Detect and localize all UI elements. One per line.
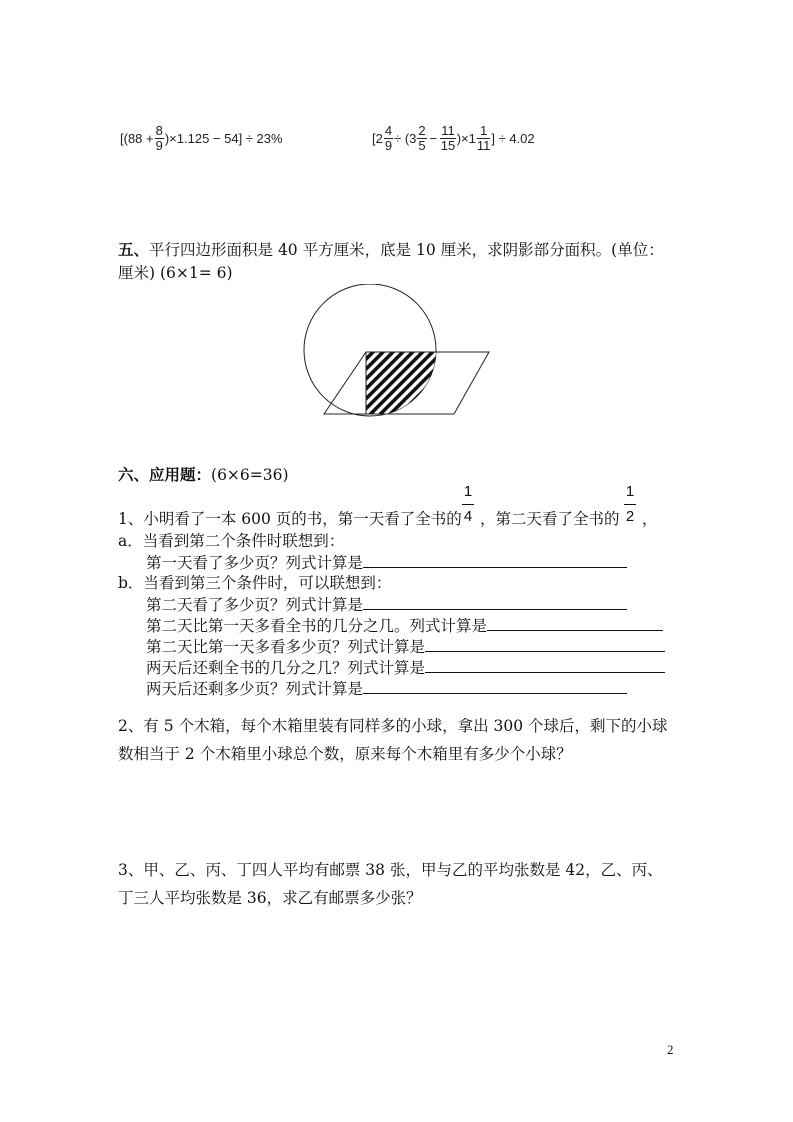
section5-line2: 厘米) (6×1= 6) xyxy=(118,264,233,282)
expr1-fraction: $\frac{8}{9}$ xyxy=(155,122,163,153)
q1-a1-prompt: 第一天看了多少页？列式计算是 xyxy=(146,554,364,572)
q1-b5-line xyxy=(146,677,627,700)
answer-blank-b2[interactable] xyxy=(487,614,663,631)
section6-title xyxy=(118,464,289,486)
q1-b4-prompt: 两天后还剩全书的几分之几？列式计算是 xyxy=(146,659,426,677)
answer-blank-b1[interactable] xyxy=(363,593,627,610)
q1-a-label: a．当看到第二个条件时联想到： xyxy=(118,532,345,550)
expr2-fraction-4: $\frac{1}{11}$ xyxy=(476,122,491,153)
q1-b3-prompt: 第二天比第一天多看多少页？列式计算是 xyxy=(146,638,426,656)
q1-b1-prompt: 第二天看了多少页？列式计算是 xyxy=(146,596,364,614)
section5-line1 xyxy=(118,239,664,261)
q1-fraction-half: 1 2 xyxy=(625,483,635,525)
expr2-fraction-2: $\frac{2}{5}$ xyxy=(418,122,426,153)
section5-text-1: 平行四边形面积是 40 平方厘米，底是 10 厘米，求阴影部分面积。(单位： xyxy=(149,241,664,259)
q3-line2: 丁三人平均张数是 36，求乙有邮票多少张？ xyxy=(118,889,422,907)
answer-blank-b4[interactable] xyxy=(425,656,665,673)
section6-score: (6×6=36) xyxy=(211,466,289,484)
expression-1 xyxy=(120,120,283,156)
q1-b4-line xyxy=(146,656,665,679)
expr2-mid-3: )×1 xyxy=(456,130,476,146)
q1-part3: ， xyxy=(642,510,658,528)
q1-part1: 1、小明看了一本 600 页的书，第一天看了全书的 xyxy=(118,510,462,528)
expr2-mid-2: − xyxy=(429,130,438,146)
expr2-fraction-1: $\frac{4}{9}$ xyxy=(384,122,393,153)
q1-b5-prompt: 两天后还剩多少页？列式计算是 xyxy=(146,680,364,698)
q1-b3-line xyxy=(146,635,665,658)
expr1-open: [(88 + xyxy=(120,130,154,146)
expr1-rest: )×1.125 − 54] ÷ 23% xyxy=(164,130,283,146)
q1-b2-prompt: 第二天比第一天多看全书的几分之几。列式计算是 xyxy=(146,617,488,635)
q1-b-label: b．当看到第三个条件时，可以联想到： xyxy=(118,574,392,592)
shaded-region xyxy=(366,352,436,414)
parallelogram-circle-figure xyxy=(300,284,500,424)
section5-heading: 五、 xyxy=(118,240,150,259)
expr2-rest: ] ÷ 4.02 xyxy=(491,130,535,146)
page-number: 2 xyxy=(667,1042,674,1057)
answer-blank-b5[interactable] xyxy=(363,677,627,694)
q2-line1: 2、有 5 个木箱，每个木箱里装有同样多的小球，拿出 300 个球后，剩下的小球 xyxy=(118,717,668,735)
expression-2 xyxy=(372,120,535,156)
q1-fraction-quarter: 1 4 xyxy=(463,483,473,525)
answer-blank-a1[interactable] xyxy=(363,551,627,568)
q2-line2: 数相当于 2 个木箱里小球总个数，原来每个木箱里有多少个小球？ xyxy=(118,745,572,763)
q1-a1-line xyxy=(146,551,627,574)
answer-blank-b3[interactable] xyxy=(425,635,665,652)
expr2-mid-1: ÷ (3 xyxy=(394,130,417,146)
section6-heading: 六、应用题： xyxy=(118,465,212,484)
q1-part2: ，第二天看了全书的 xyxy=(480,510,620,528)
q1-b1-line xyxy=(146,593,627,616)
expr2-open: [2 xyxy=(372,130,383,146)
expr2-fraction-3: $\frac{11}{15}$ xyxy=(440,122,456,153)
q1-b2-line xyxy=(146,614,663,637)
q3-line1: 3、甲、乙、丙、丁四人平均有邮票 38 张，甲与乙的平均张数是 42，乙、丙、 xyxy=(118,861,663,879)
